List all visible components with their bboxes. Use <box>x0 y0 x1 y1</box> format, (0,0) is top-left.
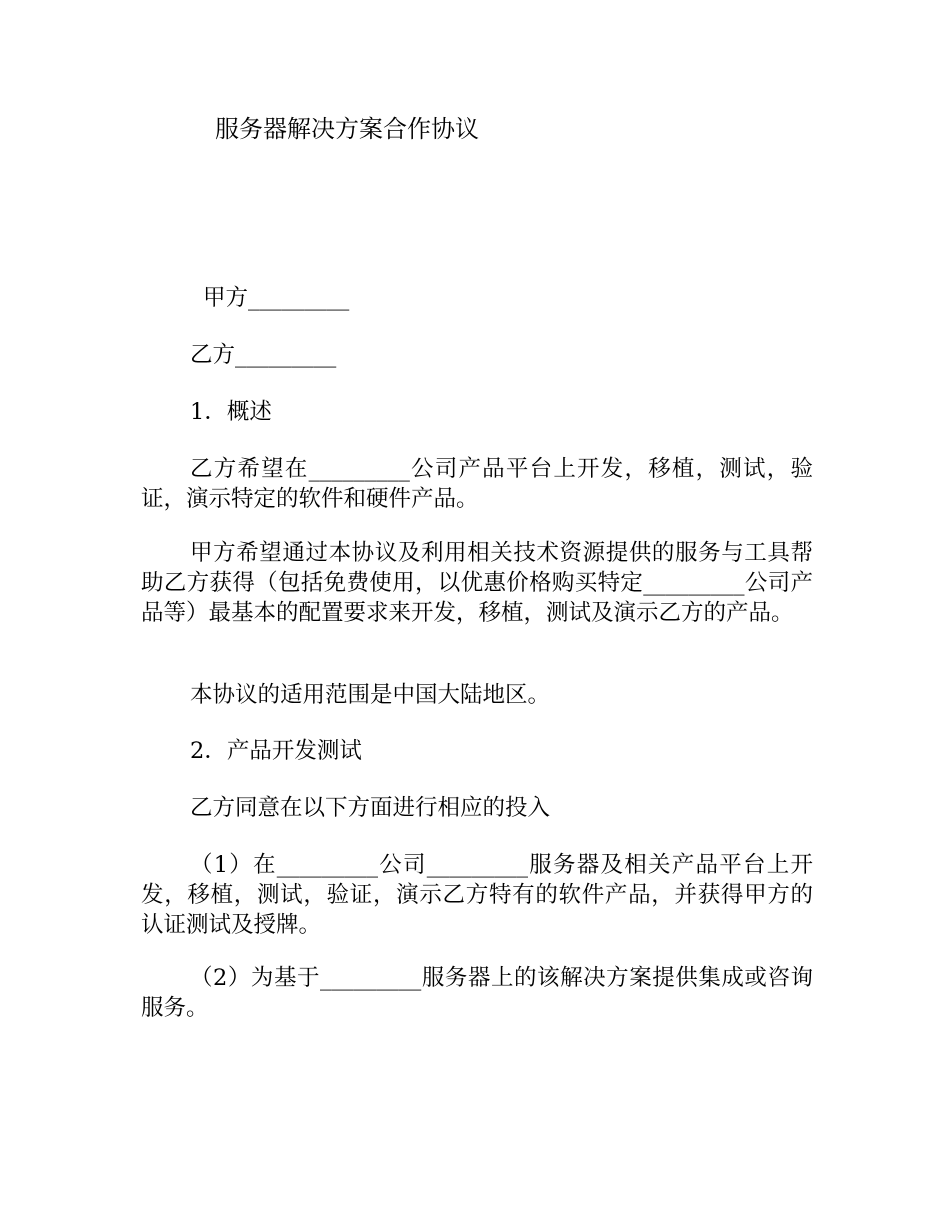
paragraph-3: 本协议的适用范围是中国大陆地区。 <box>190 682 551 708</box>
party-b-line: 乙方_________ <box>190 342 337 368</box>
paragraph-4: 乙方同意在以下方面进行相应的投入 <box>190 795 551 821</box>
list-item-1: （1）在_________公司_________服务器及相关产品平台上开发，移植，测试，验证，演示乙方特有的软件产品，并获得甲方的认证测试及授牌。 <box>141 852 813 938</box>
paragraph-1: 乙方希望在_________公司产品平台上开发，移植，测试，验证，演示特定的软件和硬件产品。 <box>141 456 813 512</box>
party-a-line: 甲方_________ <box>203 285 350 311</box>
list-item-2: （2）为基于_________服务器上的该解决方案提供集成或咨询服务。 <box>141 965 813 1021</box>
document-title: 服务器解决方案合作协议 <box>215 115 479 143</box>
section-2-heading: 2．产品开发测试 <box>190 738 362 764</box>
paragraph-2: 甲方希望通过本协议及利用相关技术资源提供的服务与工具帮助乙方获得（包括免费使用，以优惠价格购买特定_________公司产品等）最基本的配置要求来开发，移植，测试及演示乙方的产品。 <box>141 540 813 626</box>
section-1-heading: 1．概述 <box>190 399 272 425</box>
